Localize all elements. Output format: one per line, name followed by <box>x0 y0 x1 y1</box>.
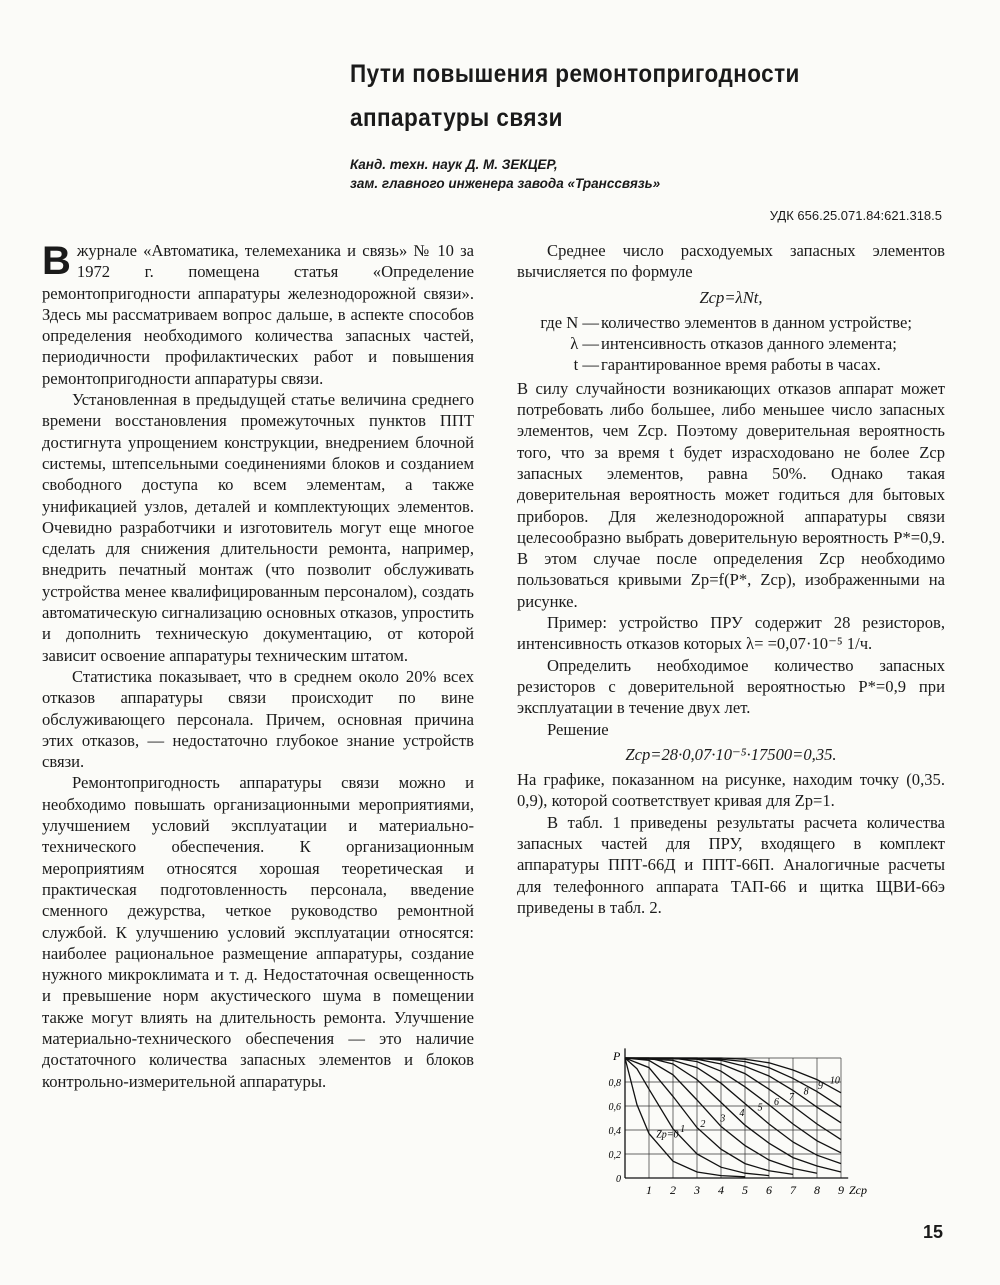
y-tick-label: 0,4 <box>608 1126 621 1137</box>
paragraph: Статистика показывает, что в среднем около 20% всех отказов аппаратуры связи происходит по вине обслуживающего персонала. Причем, основная причина этих отказов, — недостаточно глубокое знание устройств связи. <box>42 666 474 772</box>
y-tick-label: 0 <box>616 1174 621 1185</box>
curve-series <box>625 1058 841 1140</box>
y-axis-label: P <box>613 1049 621 1063</box>
x-axis-label: Zср <box>849 1183 867 1197</box>
title-line-1: Пути повышения ремонтопригодности <box>350 60 800 88</box>
x-tick-label: 9 <box>838 1183 844 1197</box>
author-block <box>350 155 850 193</box>
probability-chart <box>585 1036 875 1206</box>
series-label: 5 <box>757 1102 763 1114</box>
x-tick-label: 6 <box>766 1183 772 1197</box>
series-label: 10 <box>829 1075 840 1087</box>
paragraph: В силу случайности возникающих отказов аппарат может потребовать либо большее, либо меньшее число запасных элементов, чем Zср. Поэтому доверительная вероятность того, что за время t будет израсходовано не более Zср запасных элементов, равна 50%. Однако такая доверительная вероятность может годиться для бытовых приборов. Для железнодорожной аппаратуры связи целесообразно выбрать доверительную вероятность P*=0,9. В этом случае после определения Zср необходимо пользоваться кривыми Zр=f(P*, Zср), изображенными на рисунке. <box>517 378 945 611</box>
definition-row <box>517 312 945 333</box>
x-tick-label: 1 <box>646 1183 652 1197</box>
x-tick-label: 8 <box>814 1183 820 1197</box>
paragraph: Установленная в предыдущей статье величина среднего времени восстановления промежуточных пунктов ППТ достигнута упрощением конструкции, внедрением блочной системы, штепсельными соединениями блоков и созданием свободного доступа ко всем элементам, а также унификацией узлов, деталей и комплектующих элементов. Очевидно разработчики и изготовитель могут еще многое сделать для снижения длительности ремонта, например, внедрить печатный монтаж (что позволит обслуживать устройства менее квалифицированным персоналом), создать автоматическую сигнализацию основных отказов, упростить и дополнить техническую документацию, от которой зависит освоение аппаратуры техническим штатом. <box>42 390 474 665</box>
left-column <box>42 240 474 1092</box>
udk-code: УДК 656.25.071.84:621.318.5 <box>769 208 942 223</box>
paragraph: Пример: устройство ПРУ содержит 28 резисторов, интенсивность отказов которых λ= =0,07·10⁻⁵ 1/ч. <box>517 613 945 654</box>
curve-series <box>625 1058 841 1164</box>
paragraph: Определить необходимое количество запасных резисторов с доверительной вероятностью P*=0,9 при эксплуатации в течение двух лет. <box>517 655 945 718</box>
y-tick-label: 0,8 <box>608 1078 621 1089</box>
author-line-2: зам. главного инженера завода «Транссвязь» <box>350 176 661 191</box>
x-tick-label: 3 <box>694 1183 700 1197</box>
series-label: 7 <box>789 1091 794 1103</box>
series-label: Zр=0 <box>656 1129 679 1141</box>
page-number: 15 <box>922 1222 943 1242</box>
definition-row <box>517 354 945 375</box>
paragraph: Ремонтопригодность аппаратуры связи можно и необходимо повышать организационными мероприятиями, улучшением условий эксплуатации и материально-технического обеспечения. К организационным мероприятиям относятся хорошая теоретическая и практическая подготовленность персонала, введение сменного дежурства, четкое руководство ремонтной службой. К улучшению условий эксплуатации относятся: наиболее рациональное размещение аппаратуры, создание нужного микроклимата и т. д. Недостаточная освещенность и превышение норм акустического шума в помещении также могут влиять на длительность ремонта. Улучшение материально-технического обеспечения — это наличие достаточного количества запасных элементов и блоков контрольно-измерительной аппаратуры. <box>42 773 474 1091</box>
paragraph: Среднее число расходуемых запасных элементов вычисляется по формуле <box>517 241 945 282</box>
chart-curves <box>625 1058 841 1177</box>
formula-example: Zср=28·0,07·10⁻⁵·17500=0,35. <box>625 744 837 764</box>
x-tick-label: 5 <box>742 1183 748 1197</box>
author-line-1: Канд. техн. наук Д. М. ЗЕКЦЕР, <box>350 157 558 172</box>
definition-symbol: t — <box>573 355 599 375</box>
series-label: 8 <box>803 1086 809 1098</box>
title-line-2: аппаратуры связи <box>350 104 563 132</box>
series-label: 4 <box>739 1108 745 1119</box>
x-tick-label: 4 <box>718 1183 724 1197</box>
series-label: 2 <box>700 1118 706 1130</box>
series-label: 6 <box>774 1097 779 1109</box>
paragraph-intro <box>42 240 474 389</box>
definition-text: количество элементов в данном устройстве; <box>601 312 912 332</box>
right-column <box>517 240 945 918</box>
y-tick-label: 0,6 <box>608 1102 621 1113</box>
definition-text: интенсивность отказов данного элемента; <box>601 334 897 354</box>
x-tick-label: 2 <box>670 1183 676 1197</box>
paragraph: В табл. 1 приведены результаты расчета количества запасных частей для ПРУ, входящего в комплект аппаратуры ППТ-66Д и ППТ-66П. Аналогичные расчеты для телефонного аппарата ТАП-66 и щитка ЩВИ-66э приведены в табл. 2. <box>517 812 945 917</box>
definition-row <box>517 333 945 354</box>
series-label: 1 <box>680 1124 686 1136</box>
formula-definitions <box>517 312 945 376</box>
y-tick-label: 0,2 <box>608 1150 621 1161</box>
drop-cap: В <box>42 239 71 283</box>
series-label: 9 <box>817 1081 823 1092</box>
series-label: 3 <box>720 1113 726 1125</box>
article-title <box>350 52 854 140</box>
x-tick-label: 7 <box>790 1183 796 1197</box>
definition-symbol: λ — <box>570 334 599 354</box>
paragraph-intro-text: журнале «Автоматика, телемеханика и связь» № 10 за 1972 г. помещена статья «Определение ремонтопригодности аппаратуры железнодорожной связи». Здесь мы рассматриваем вопрос дальше, в аспекте способов определения необходимого количества запасных частей, периодичности профилактических работ и повышения ремонтопригодности аппаратуры связи. <box>42 241 474 388</box>
formula-zsr: Zср=λNt, <box>699 287 763 307</box>
definition-text: гарантированное время работы в часах. <box>601 355 881 375</box>
solution-label: Решение <box>547 719 609 739</box>
curve-series <box>625 1058 841 1172</box>
definition-symbol: где N — <box>540 312 599 332</box>
paragraph: На графике, показанном на рисунке, находим точку (0,35. 0,9), которой соответствует кривая для Zр=1. <box>517 770 945 811</box>
